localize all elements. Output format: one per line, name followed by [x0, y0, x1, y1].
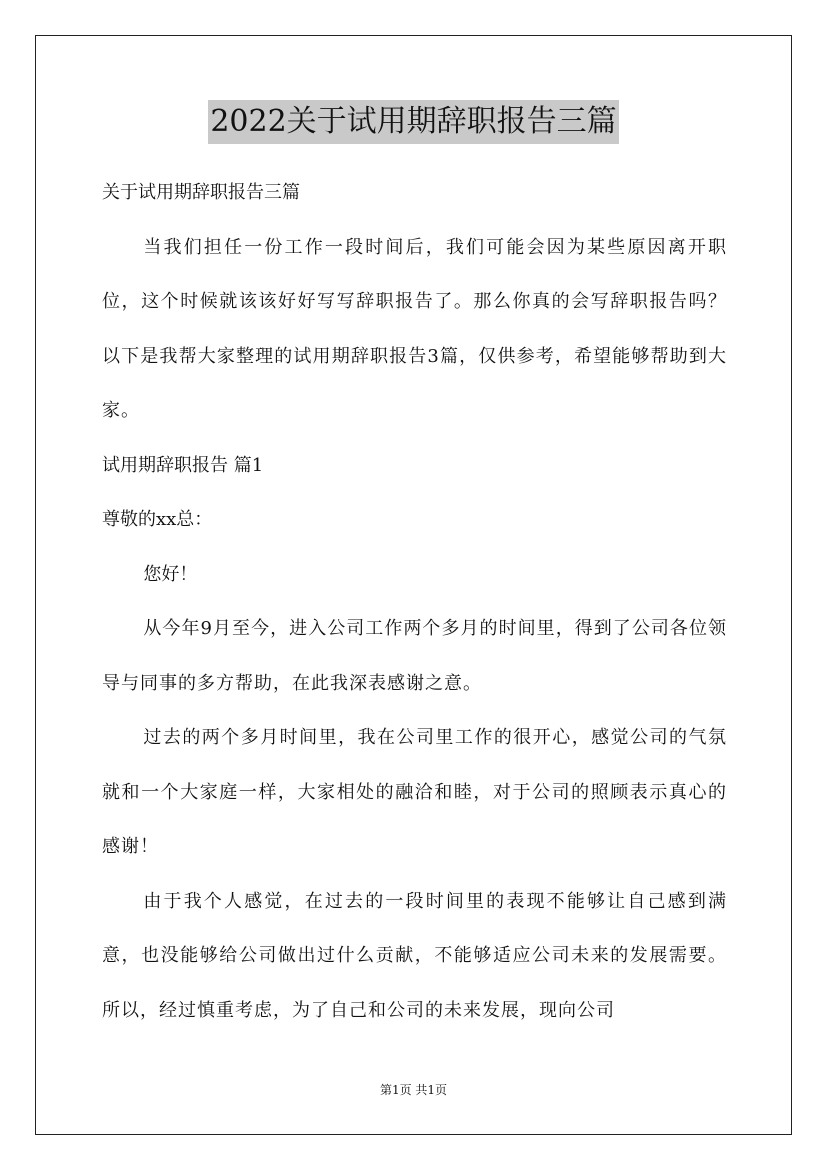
- body-paragraph-2: 过去的两个多月时间里，我在公司里工作的很开心，感觉公司的气氛就和一个大家庭一样，大家相处的融洽和睦，对于公司的照顾表示真心的感谢！: [102, 727, 727, 857]
- document-body: [102, 166, 727, 1038]
- section-heading: 试用期辞职报告 篇1: [102, 454, 264, 476]
- subtitle-paragraph: 关于试用期辞职报告三篇: [102, 182, 300, 203]
- greeting: 您好！: [143, 563, 198, 585]
- body-paragraph-3: 由于我个人感觉，在过去的一段时间里的表现不能够让自己感到满意，也没能够给公司做出过什么贡献，不能够适应公司未来的发展需要。所以，经过慎重考虑，为了自己和公司的未来发展，现向公司: [102, 890, 727, 1021]
- intro-paragraph: 当我们担任一份工作一段时间后，我们可能会因为某些原因离开职位，这个时候就该该好好写写辞职报告了。那么你真的会写辞职报告吗？以下是我帮大家整理的试用期辞职报告3篇，仅供参考，希望能够帮助到大家。: [102, 236, 727, 421]
- document-title: 2022关于试用期辞职报告三篇: [208, 100, 618, 144]
- salutation: 尊敬的xx总：: [102, 509, 213, 530]
- page-footer: 第1页 共1页: [379, 1083, 448, 1097]
- title-area: [0, 100, 827, 144]
- body-paragraph-1: 从今年9月至今，进入公司工作两个多月的时间里，得到了公司各位领导与同事的多方帮助，在此我深表感谢之意。: [102, 618, 727, 694]
